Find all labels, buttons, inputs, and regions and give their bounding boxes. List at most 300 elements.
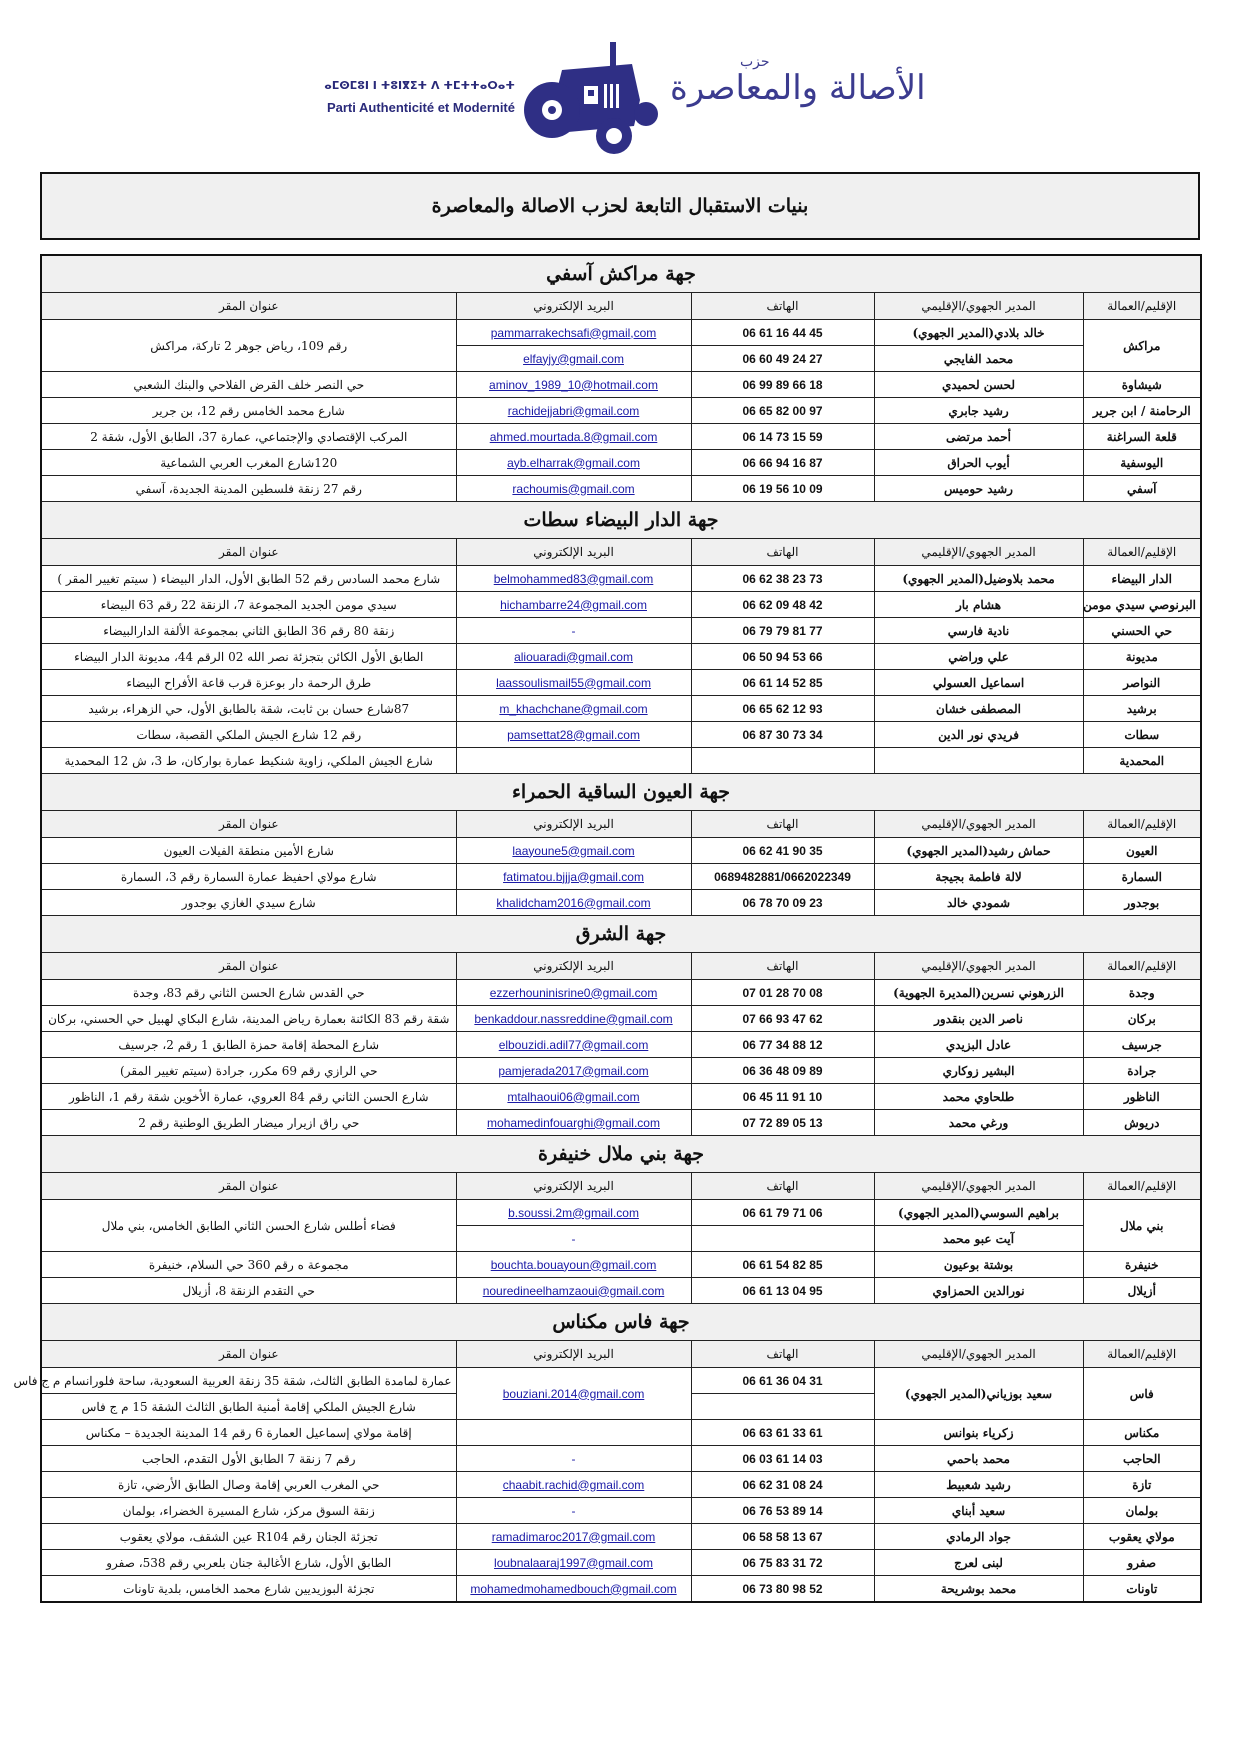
phone-cell-text: 06 78 70 09 23 <box>742 895 823 910</box>
province-cell <box>1083 1084 1201 1110</box>
province-cell-text: جرادة <box>1127 1063 1157 1078</box>
email-link[interactable]: rachoumis@gmail.com <box>512 481 635 496</box>
province-cell <box>1083 618 1201 644</box>
email-link[interactable]: elfayjy@gmail.com <box>523 351 624 366</box>
phone-cell <box>691 1278 874 1304</box>
province-cell <box>1083 320 1201 372</box>
province-cell-text: آسفي <box>1127 481 1157 496</box>
province-cell-text: الحاجب <box>1122 1451 1161 1466</box>
column-header-director: المدير الجهوي/الإقليمي <box>874 811 1083 838</box>
column-header-email: البريد الإلكتروني <box>456 953 691 980</box>
phone-cell-text: 06 36 48 09 89 <box>742 1063 823 1078</box>
address-cell-text: شارع الأمين منطقة الفيلات العيون <box>163 843 334 858</box>
province-cell <box>1083 566 1201 592</box>
address-cell-text: شارع سيدي الغازي بوجدور <box>181 895 316 910</box>
phone-cell-text: 06 61 16 44 45 <box>742 325 823 340</box>
email-link[interactable]: pamjerada2017@gmail.com <box>498 1063 649 1078</box>
party-header <box>290 40 950 158</box>
address-cell <box>41 1110 456 1136</box>
director-cell <box>874 1446 1083 1472</box>
table-row <box>41 450 1201 476</box>
table-row <box>41 1278 1201 1304</box>
document-title-box <box>40 172 1200 240</box>
phone-cell-text: 07 72 89 05 13 <box>742 1115 823 1130</box>
email-cell <box>456 398 691 424</box>
email-cell <box>456 838 691 864</box>
phone-cell-text: 06 61 14 52 85 <box>742 675 823 690</box>
province-cell <box>1083 1368 1201 1420</box>
director-cell-text: حماش رشيد(المدير الجهوي) <box>906 843 1051 858</box>
phone-cell <box>691 890 874 916</box>
phone-cell <box>691 1576 874 1603</box>
email-link[interactable]: laayoune5@gmail.com <box>512 843 635 858</box>
document-title: بنيات الاستقبال التابعة لحزب الاصالة والمعاصرة <box>431 195 809 217</box>
table-row <box>41 670 1201 696</box>
region-name: جهة العيون الساقية الحمراء <box>41 774 1201 811</box>
phone-cell-text: 06 45 11 91 10 <box>742 1089 823 1104</box>
address-cell-text: شارع الجيش الملكي، زاوية شنكيط عمارة بواركان، ط 3، ش 12 المحمدية <box>64 753 433 768</box>
director-cell-text: محمد باحمي <box>947 1451 1010 1466</box>
column-header-phone: الهاتف <box>691 953 874 980</box>
phone-cell <box>691 1110 874 1136</box>
director-cell <box>874 566 1083 592</box>
address-cell <box>41 1550 456 1576</box>
phone-cell <box>691 1394 874 1420</box>
email-cell <box>456 1498 691 1524</box>
address-cell-text: 120شارع المغرب العربي الشماعية <box>160 455 338 470</box>
email-link[interactable]: loubnalaaraj1997@gmail.com <box>494 1555 653 1570</box>
province-cell-text: فاس <box>1129 1386 1154 1401</box>
director-cell <box>874 398 1083 424</box>
column-header-email: البريد الإلكتروني <box>456 811 691 838</box>
email-cell <box>456 696 691 722</box>
email-cell <box>456 748 691 774</box>
province-cell-text: الرحامنة / ابن جرير <box>1092 403 1191 418</box>
director-cell <box>874 450 1083 476</box>
email-link[interactable]: mtalhaoui06@gmail.com <box>507 1089 640 1104</box>
table-row <box>41 1576 1201 1603</box>
column-header-director: المدير الجهوي/الإقليمي <box>874 1173 1083 1200</box>
table-row <box>41 1006 1201 1032</box>
email-cell <box>456 1576 691 1603</box>
email-link[interactable]: benkaddour.nassreddine@gmail.com <box>474 1011 673 1026</box>
address-cell <box>41 372 456 398</box>
phone-cell <box>691 1368 874 1394</box>
province-cell-text: السمارة <box>1121 869 1162 884</box>
province-cell-text: بولمان <box>1125 1503 1159 1518</box>
address-cell-text: رقم 7 زنقة 7 الطابق الأول التقدم، الحاجب <box>141 1451 356 1466</box>
director-cell-text: خالد بلادي(المدير الجهوي) <box>912 325 1045 340</box>
province-cell <box>1083 1006 1201 1032</box>
phone-cell <box>691 1058 874 1084</box>
table-row <box>41 1446 1201 1472</box>
province-cell <box>1083 450 1201 476</box>
director-cell <box>874 670 1083 696</box>
province-cell <box>1083 1446 1201 1472</box>
email-link[interactable]: ayb.elharrak@gmail.com <box>507 455 640 470</box>
director-cell <box>874 1576 1083 1603</box>
phone-cell <box>691 450 874 476</box>
director-cell <box>874 1368 1083 1420</box>
table-row <box>41 1550 1201 1576</box>
address-cell-text: زنقة السوق مركز، شارع المسيرة الخضراء، بولمان <box>122 1503 375 1518</box>
phone-cell-text: 06 65 82 00 97 <box>742 403 823 418</box>
address-cell <box>41 450 456 476</box>
phone-cell <box>691 1006 874 1032</box>
phone-cell <box>691 980 874 1006</box>
party-name-amazigh: ⴰⵎⵙⵎⵓⵏ ⵏ ⵜⵓⵏⴳⵉⵜ ⴷ ⵜⵎⵜⵜⴰⵔⴰⵜ <box>324 79 515 92</box>
email-link[interactable]: bouchta.bouayoun@gmail.com <box>490 1257 657 1272</box>
email-cell <box>456 1226 691 1252</box>
column-header-province: الإقليم/العمالة <box>1083 293 1201 320</box>
column-header-director: المدير الجهوي/الإقليمي <box>874 953 1083 980</box>
address-cell-text: عمارة لمامدة الطابق الثالث، شقة 35 زنقة العربية السعودية، ساحة فلورانسام م ج فاس <box>13 1373 452 1388</box>
offices-directory-table <box>13 254 1202 1603</box>
phone-cell-text: 06 76 53 89 14 <box>742 1503 823 1518</box>
province-cell <box>1083 476 1201 502</box>
address-cell <box>41 670 456 696</box>
table-row <box>41 696 1201 722</box>
phone-cell-text: 06 61 36 04 31 <box>742 1373 823 1388</box>
table-row <box>41 1110 1201 1136</box>
column-header-phone: الهاتف <box>691 1173 874 1200</box>
email-link[interactable]: mohamedinfouarghi@gmail.com <box>487 1115 660 1130</box>
address-cell <box>41 1032 456 1058</box>
address-cell-text: رقم 109، رياض جوهر 2 تاركة، مراكش <box>150 338 348 353</box>
phone-cell-text: 07 66 93 47 62 <box>742 1011 823 1026</box>
column-header-director: المدير الجهوي/الإقليمي <box>874 539 1083 566</box>
email-cell <box>456 1084 691 1110</box>
email-cell <box>456 1472 691 1498</box>
region-name: جهة الشرق <box>41 916 1201 953</box>
email-cell <box>456 618 691 644</box>
region-name: جهة بني ملال خنيفرة <box>41 1136 1201 1173</box>
phone-cell <box>691 670 874 696</box>
column-header-address: عنوان المقر <box>41 293 456 320</box>
email-link[interactable]: ahmed.mourtada.8@gmail.com <box>489 429 658 444</box>
province-cell-text: حي الحسني <box>1111 623 1173 638</box>
party-name-arabic <box>670 54 926 108</box>
table-row <box>41 1498 1201 1524</box>
director-cell-text: لبنى لعرج <box>954 1555 1003 1570</box>
director-cell-text: سعيد بوزياني(المدير الجهوي) <box>904 1386 1053 1401</box>
email-link[interactable]: pammarrakechsafi@gmail,com <box>490 325 657 340</box>
director-cell <box>874 980 1083 1006</box>
email-link[interactable]: pamsettat28@gmail.com <box>507 727 640 742</box>
email-cell <box>456 1420 691 1446</box>
table-row <box>41 838 1201 864</box>
director-cell <box>874 722 1083 748</box>
director-cell-text: محمد بوشريحة <box>940 1581 1017 1596</box>
phone-cell <box>691 592 874 618</box>
address-cell-text: حي القدس شارع الحسن الثاني رقم 83، وجدة <box>133 985 365 1000</box>
address-cell-text: حي المغرب العربي إقامة وصال الطابق الأرضي، تازة <box>118 1477 380 1492</box>
phone-cell-text: 06 61 54 82 85 <box>742 1257 823 1272</box>
director-cell-text: أحمد مرتضى <box>946 429 1011 444</box>
phone-cell <box>691 696 874 722</box>
region-header-row <box>41 502 1201 539</box>
phone-cell-text: 06 03 61 14 03 <box>742 1451 823 1466</box>
address-cell-text: حي النصر خلف القرض الفلاحي والبنك الشعبي <box>133 377 365 392</box>
email-link[interactable]: chaabit.rachid@gmail.com <box>502 1477 645 1492</box>
email-cell <box>456 644 691 670</box>
director-cell-text: عادل البزيدي <box>945 1037 1012 1052</box>
email-link[interactable]: aminov_1989_10@hotmail.com <box>489 377 658 392</box>
phone-cell-text: 06 50 94 53 66 <box>742 649 823 664</box>
director-cell-text: براهيم السوسي(المدير الجهوي) <box>898 1205 1059 1220</box>
address-cell-text: شارع مولاي احفيظ عمارة السمارة رقم 3، السمارة <box>120 869 377 884</box>
address-cell <box>41 1252 456 1278</box>
province-cell-text: وجدة <box>1128 985 1155 1000</box>
address-cell-text: حي الرازي رقم 69 مكرر، جرادة (سيتم تغيير المقر) <box>120 1063 378 1078</box>
address-cell-text: طرق الرحمة دار بوعزة قرب قاعة الأفراح البيضاء <box>126 675 372 690</box>
email-cell <box>456 346 691 372</box>
province-cell-text: صفرو <box>1127 1555 1157 1570</box>
director-cell <box>874 644 1083 670</box>
director-cell <box>874 618 1083 644</box>
email-link[interactable]: nouredineelhamzaoui@gmail.com <box>482 1283 665 1298</box>
address-cell-text: شارع محمد الخامس رقم 12، بن جرير <box>152 403 345 418</box>
director-cell-text: آيت عبو محمد <box>942 1231 1015 1246</box>
phone-cell <box>691 1498 874 1524</box>
director-cell-text: نورالدين الحمزاوي <box>932 1283 1025 1298</box>
director-cell-text: لحسن لحميدي <box>941 377 1016 392</box>
email-link[interactable]: elbouzidi.adil77@gmail.com <box>498 1037 649 1052</box>
column-header-row <box>41 1341 1201 1368</box>
email-link[interactable]: m_khachchane@gmail.com <box>499 701 648 716</box>
email-link[interactable]: khalidcham2016@gmail.com <box>496 895 651 910</box>
province-cell-text: مكناس <box>1124 1425 1160 1440</box>
table-row <box>41 644 1201 670</box>
address-cell-text: شارع الجيش الملكي إقامة أمنية الطابق الثالث الشقة 15 م ج فاس <box>81 1399 416 1414</box>
address-cell <box>41 748 456 774</box>
phone-cell-text: 06 73 80 98 52 <box>742 1581 823 1596</box>
director-cell <box>874 1200 1083 1226</box>
address-cell <box>41 398 456 424</box>
address-cell-text: الطابق الأول، شارع الأغالبة جنان بلعربي رقم 538، صفرو <box>106 1555 392 1570</box>
province-cell <box>1083 644 1201 670</box>
email-empty-dash: - <box>571 1231 576 1246</box>
phone-cell-text: 06 79 79 81 77 <box>742 623 823 638</box>
table-row <box>41 618 1201 644</box>
director-cell-text: لالة فاطمة بجيجة <box>935 869 1022 884</box>
email-link[interactable]: mohamedmohamedbouch@gmail.com <box>470 1581 677 1596</box>
province-cell <box>1083 1058 1201 1084</box>
director-cell-text: رشيد جابري <box>948 403 1009 418</box>
province-cell-text: أزيلال <box>1127 1283 1156 1298</box>
table-row <box>41 980 1201 1006</box>
address-cell-text: تجزئة البوزيديين شارع محمد الخامس، بلدية تاونات <box>123 1581 375 1596</box>
phone-cell <box>691 1420 874 1446</box>
column-header-address: عنوان المقر <box>41 539 456 566</box>
province-cell <box>1083 748 1201 774</box>
director-cell <box>874 696 1083 722</box>
phone-cell <box>691 1252 874 1278</box>
director-cell-text: هشام بار <box>955 597 1002 612</box>
province-cell-text: مديونة <box>1125 649 1158 664</box>
table-row <box>41 398 1201 424</box>
table-row <box>41 748 1201 774</box>
address-cell <box>41 320 456 372</box>
phone-cell-text: 06 99 89 66 18 <box>742 377 823 392</box>
email-cell <box>456 1032 691 1058</box>
address-cell <box>41 1084 456 1110</box>
email-link[interactable]: laassoulismail55@gmail.com <box>496 675 651 690</box>
address-cell-text: إقامة مولاي إسماعيل العمارة 6 رقم 14 المدينة الجديدة – مكناس <box>85 1425 412 1440</box>
address-cell <box>41 1278 456 1304</box>
phone-cell <box>691 320 874 346</box>
email-link[interactable]: hichambarre24@gmail.com <box>500 597 647 612</box>
director-cell-text: ناصر الدين بنقدور <box>934 1011 1023 1026</box>
phone-cell <box>691 372 874 398</box>
region-header-row <box>41 1304 1201 1341</box>
phone-cell-text: 06 19 56 10 09 <box>742 481 823 496</box>
email-link[interactable]: ezzerhouninisrine0@gmail.com <box>489 985 658 1000</box>
email-cell <box>456 424 691 450</box>
email-cell <box>456 320 691 346</box>
table-row <box>41 1032 1201 1058</box>
table-row <box>41 476 1201 502</box>
column-header-province: الإقليم/العمالة <box>1083 539 1201 566</box>
address-cell <box>13 1368 456 1394</box>
address-cell <box>41 644 456 670</box>
province-cell-text: مولاي يعقوب <box>1108 1529 1175 1544</box>
director-cell <box>874 1420 1083 1446</box>
director-cell <box>874 1278 1083 1304</box>
director-cell <box>874 372 1083 398</box>
director-cell <box>874 748 1083 774</box>
province-cell <box>1083 670 1201 696</box>
address-cell <box>41 864 456 890</box>
province-cell <box>1083 864 1201 890</box>
province-cell <box>1083 398 1201 424</box>
address-cell-text: شارع المحطة إقامة حمزة الطابق 1 رقم 2، جرسيف <box>118 1037 380 1052</box>
table-row <box>41 890 1201 916</box>
email-empty-dash: - <box>571 1451 576 1466</box>
email-cell <box>456 1550 691 1576</box>
table-row <box>41 1368 1201 1394</box>
table-row <box>41 1472 1201 1498</box>
director-cell <box>874 1550 1083 1576</box>
director-cell <box>874 1524 1083 1550</box>
province-cell-text: خنيفرة <box>1124 1257 1159 1272</box>
address-cell <box>41 722 456 748</box>
column-header-phone: الهاتف <box>691 293 874 320</box>
province-cell-text: المحمدية <box>1119 753 1165 768</box>
phone-cell-text: 06 62 38 23 73 <box>742 571 823 586</box>
province-cell <box>1083 424 1201 450</box>
column-header-address: عنوان المقر <box>41 1341 456 1368</box>
director-cell-text: محمد بلاوضيل(المدير الجهوي) <box>902 571 1055 586</box>
phone-cell <box>691 722 874 748</box>
email-link[interactable]: aliouaradi@gmail.com <box>514 649 633 664</box>
email-cell <box>456 864 691 890</box>
address-cell-text: حي التقدم الزنقة 8، أزيلال <box>182 1283 315 1298</box>
director-cell-text: جواد الرمادي <box>946 1529 1011 1544</box>
phone-cell <box>691 398 874 424</box>
phone-cell-text: 06 61 13 04 95 <box>742 1283 823 1298</box>
table-row <box>41 1252 1201 1278</box>
email-cell <box>456 890 691 916</box>
party-prefix-arabic: حزب <box>740 54 770 70</box>
province-cell <box>1083 1472 1201 1498</box>
province-cell-text: بركان <box>1127 1011 1156 1026</box>
email-link[interactable]: belmohammed83@gmail.com <box>493 571 654 586</box>
director-cell-text: رشيد حوميس <box>944 481 1013 496</box>
province-cell-text: شيشاوة <box>1121 377 1162 392</box>
column-header-province: الإقليم/العمالة <box>1083 811 1201 838</box>
province-cell-text: تازة <box>1132 1477 1152 1492</box>
director-cell <box>874 1252 1083 1278</box>
address-cell <box>41 1200 456 1252</box>
province-cell <box>1083 1524 1201 1550</box>
column-header-row <box>41 811 1201 838</box>
province-cell-text: الدار البيضاء <box>1111 571 1173 586</box>
party-name-french: Parti Authenticité et Modernité <box>326 100 515 115</box>
column-header-email: البريد الإلكتروني <box>456 1341 691 1368</box>
province-cell-text: جرسيف <box>1121 1037 1162 1052</box>
region-name: جهة فاس مكناس <box>41 1304 1201 1341</box>
column-header-email: البريد الإلكتروني <box>456 539 691 566</box>
address-cell-text: فضاء أطلس شارع الحسن الثاني الطابق الخامس، بني ملال <box>101 1218 396 1233</box>
director-cell-text: زكرياء بنوانس <box>943 1425 1014 1440</box>
director-cell-text: المصطفى خشان <box>936 701 1022 716</box>
email-link[interactable]: ramadimaroc2017@gmail.com <box>491 1529 656 1544</box>
province-cell <box>1083 1420 1201 1446</box>
email-cell <box>456 670 691 696</box>
address-cell <box>41 696 456 722</box>
province-cell <box>1083 1252 1201 1278</box>
director-cell <box>874 864 1083 890</box>
director-cell-text: محمد الفايجي <box>943 351 1014 366</box>
province-cell <box>1083 1550 1201 1576</box>
region-name: جهة الدار البيضاء سطات <box>41 502 1201 539</box>
email-cell <box>456 450 691 476</box>
email-cell <box>456 1278 691 1304</box>
address-cell <box>41 618 456 644</box>
email-cell <box>456 372 691 398</box>
director-cell <box>874 1058 1083 1084</box>
table-row <box>41 1084 1201 1110</box>
province-cell <box>1083 1032 1201 1058</box>
director-cell-text: علي وراضي <box>948 649 1009 664</box>
table-row <box>41 320 1201 346</box>
phone-cell-text: 06 61 79 71 06 <box>742 1205 823 1220</box>
address-cell-text: مجموعة ه رقم 360 حي السلام، خنيفرة <box>148 1257 349 1272</box>
phone-cell-text: 06 62 41 90 35 <box>742 843 823 858</box>
address-cell <box>41 980 456 1006</box>
province-cell <box>1083 1498 1201 1524</box>
email-link[interactable]: rachidejjabri@gmail.com <box>507 403 640 418</box>
column-header-province: الإقليم/العمالة <box>1083 1173 1201 1200</box>
director-cell <box>874 424 1083 450</box>
email-cell <box>456 566 691 592</box>
email-cell <box>456 1368 691 1420</box>
region-name: جهة مراكش آسفي <box>41 255 1201 293</box>
director-cell-text: أيوب الحراق <box>947 455 1010 470</box>
province-cell <box>1083 592 1201 618</box>
address-cell <box>41 1576 456 1603</box>
email-link[interactable]: b.soussi.2m@gmail.com <box>508 1205 639 1220</box>
province-cell-text: قلعة السراغنة <box>1106 429 1177 444</box>
column-header-row <box>41 1173 1201 1200</box>
province-cell <box>1083 696 1201 722</box>
province-cell <box>1083 1278 1201 1304</box>
email-link[interactable]: bouziani.2014@gmail.com <box>502 1386 645 1401</box>
director-cell-text: ورغي محمد <box>948 1115 1009 1130</box>
email-link[interactable]: fatimatou.bjjja@gmail.com <box>503 869 644 884</box>
column-header-row <box>41 953 1201 980</box>
